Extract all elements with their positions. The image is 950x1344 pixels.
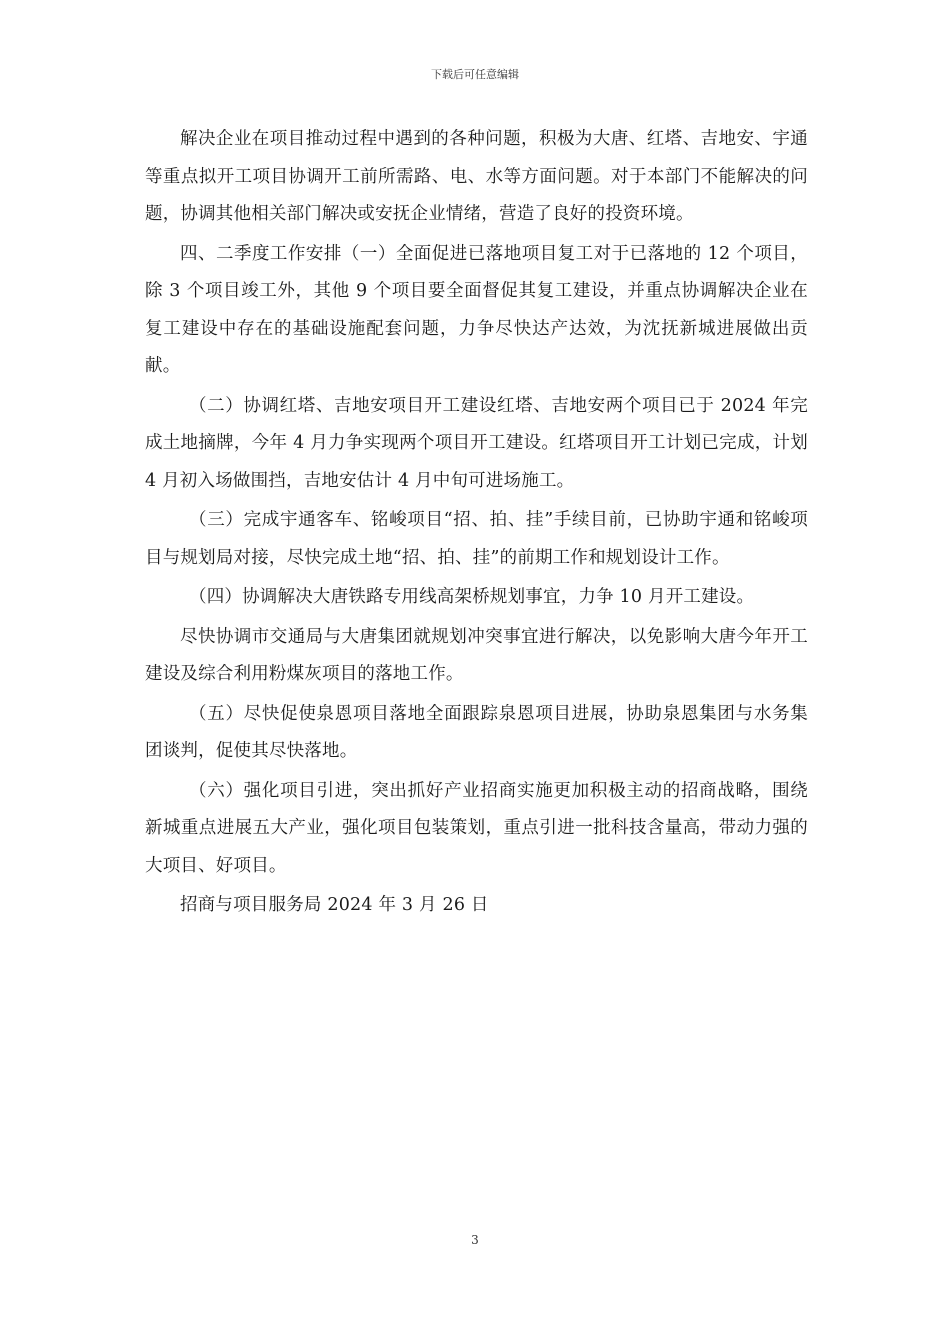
page-header-note: 下载后可任意编辑	[431, 68, 519, 81]
paragraph-problem-solving: 解决企业在项目推动过程中遇到的各种问题，积极为大唐、红塔、吉地安、宇通等重点拟开工项目协调开工前所需路、电、水等方面问题。对于本部门不能解决的问题，协调其他相关部门解决或安抚企业情绪，营造了良好的投资环境。	[145, 129, 808, 224]
paragraph-datang-railway: （四）协调解决大唐铁路专用线高架桥规划事宜，力争 10 月开工建设。	[189, 587, 755, 607]
paragraph-project-introduction: （六）强化项目引进，突出抓好产业招商实施更加积极主动的招商战略，围绕新城重点进展五大产业，强化项目包装策划，重点引进一批科技含量高，带动力强的大项目、好项目。	[145, 780, 808, 876]
paragraph-hongta-jidian: （二）协调红塔、吉地安项目开工建设红塔、吉地安两个项目已于 2024 年完成土地摘牌，今年 4 月力争实现两个项目开工建设。红塔项目开工计划已完成，计划 4 月初入场做围挡，吉地安估计 4 月中旬可进场施工。	[145, 395, 808, 491]
document-body	[145, 121, 808, 927]
paragraph-q2-plan-resume-work: 四、二季度工作安排（一）全面促进已落地项目复工对于已落地的 12 个项目，除 3 个项目竣工外，其他 9 个项目要全面督促其复工建设，并重点协调解决企业在复工建设中存在的基础设施配套问题，力争尽快达产达效，为沈抚新城进展做出贡献。	[145, 243, 808, 376]
paragraph-yutong-mingjun: （三）完成宇通客车、铭峻项目“招、拍、挂”手续目前，已协助宇通和铭峻项目与规划局对接，尽快完成土地“招、拍、挂”的前期工作和规划设计工作。	[145, 510, 808, 568]
paragraph-signature-date: 招商与项目服务局 2024 年 3 月 26 日	[180, 895, 489, 915]
paragraph-quanen-project: （五）尽快促使泉恩项目落地全面跟踪泉恩项目进展，协助泉恩集团与水务集团谈判，促使其尽快落地。	[145, 703, 808, 761]
paragraph-traffic-coordination: 尽快协调市交通局与大唐集团就规划冲突事宜进行解决，以免影响大唐今年开工建设及综合利用粉煤灰项目的落地工作。	[145, 626, 808, 684]
page-number: 3	[471, 1233, 479, 1247]
